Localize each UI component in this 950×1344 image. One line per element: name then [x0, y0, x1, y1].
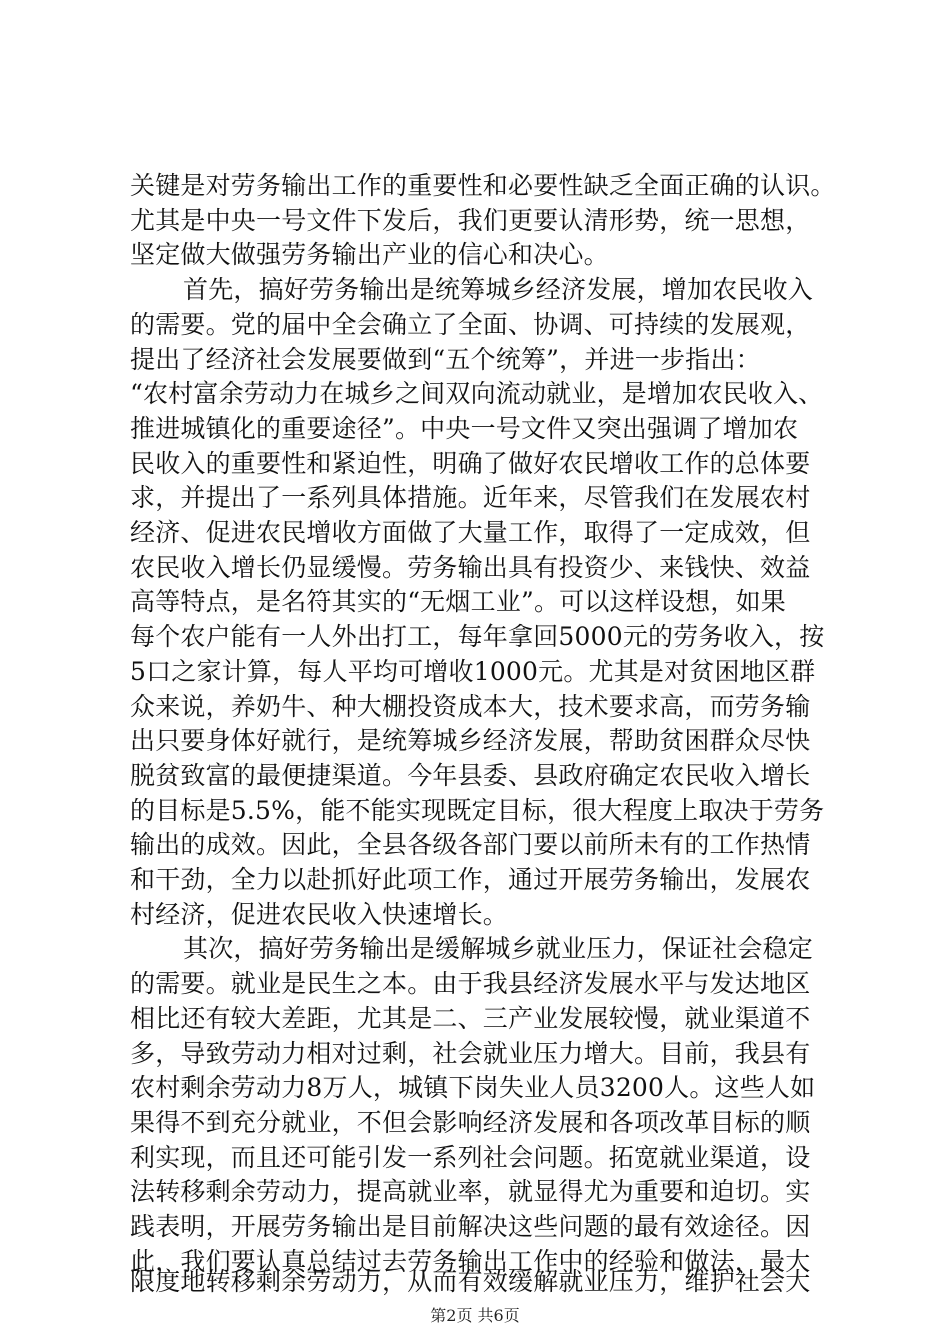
text-line: 此，我们要认真总结过去劳务输出工作中的经验和做法，最大 [130, 1246, 811, 1276]
text-line: 众来说，养奶牛、种大棚投资成本大，技术要求高，而劳务输 [130, 691, 811, 721]
text-line: 脱贫致富的最便捷渠道。今年县委、县政府确定农民收入增长 [130, 760, 811, 790]
text-line: “农村富余劳动力在城乡之间双向流动就业，是增加农民收入、 [130, 379, 824, 409]
text-line: 农民收入增长仍显缓慢。劳务输出具有投资少、来钱快、效益 [130, 552, 811, 582]
text-line: 多，导致劳动力相对过剩，社会就业压力增大。目前，我县有 [130, 1038, 811, 1068]
text-line: 高等特点，是名符其实的“无烟工业”。可以这样设想，如果 [130, 587, 786, 617]
text-line: 尤其是中央一号文件下发后，我们更要认清形势，统一思想， [130, 205, 811, 235]
text-line: 出只要身体好就行，是统筹城乡经济发展，帮助贫困群众尽快 [130, 726, 811, 756]
text-line: 相比还有较大差距，尤其是二、三产业发展较慢，就业渠道不 [130, 1003, 811, 1033]
text-line: 的目标是5.5%，能不能实现既定目标，很大程度上取决于劳务 [130, 795, 825, 825]
text-line: 村经济，促进农民收入快速增长。 [130, 899, 509, 929]
text-line: 果得不到充分就业，不但会影响经济发展和各项改革目标的顺 [130, 1107, 811, 1137]
text-line: 求，并提出了一系列具体措施。近年来，尽管我们在发展农村 [130, 483, 811, 513]
text-line: 限度地转移剩余劳动力，从而有效缓解就业压力，维护社会大 [130, 1267, 811, 1296]
text-line: 输出的成效。因此，全县各级各部门要以前所未有的工作热情 [130, 830, 811, 860]
text-line: 每个农户能有一人外出打工，每年拿回5000元的劳务收入，按 [130, 622, 825, 652]
text-line: 5口之家计算，每人平均可增收1000元。尤其是对贫困地区群 [130, 656, 816, 686]
text-line: 坚定做大做强劳务输出产业的信心和决心。 [130, 240, 609, 270]
text-line: 的需要。党的届中全会确立了全面、协调、可持续的发展观， [130, 309, 811, 339]
text-line: 和干劲，全力以赴抓好此项工作，通过开展劳务输出，发展农 [130, 865, 811, 894]
text-line: 民收入的重要性和紧迫性，明确了做好农民增收工作的总体要 [130, 448, 811, 478]
text-line: 践表明，开展劳务输出是目前解决这些问题的最有效途径。因 [130, 1212, 811, 1241]
text-line: 法转移剩余劳动力，提高就业率，就显得尤为重要和迫切。实 [130, 1177, 811, 1207]
text-line: 推进城镇化的重要途径”。中央一号文件又突出强调了增加农 [130, 413, 799, 443]
text-line: 经济、促进农民增收方面做了大量工作，取得了一定成效，但 [130, 518, 811, 547]
page-number-footer: 第2页 共6页 [430, 1306, 520, 1325]
text-line: 提出了经济社会发展要做到“五个统筹”，并进一步指出： [130, 344, 761, 374]
paragraph-first-line: 首先，搞好劳务输出是统筹城乡经济发展，增加农民收入 [183, 275, 814, 305]
text-line: 关键是对劳务输出工作的重要性和必要性缺乏全面正确的认识。 [130, 171, 836, 200]
text-line: 利实现，而且还可能引发一系列社会问题。拓宽就业渠道，设 [130, 1142, 811, 1172]
paragraph-first-line: 其次，搞好劳务输出是缓解城乡就业压力，保证社会稳定 [183, 934, 814, 964]
text-line: 的需要。就业是民生之本。由于我县经济发展水平与发达地区 [130, 969, 811, 999]
text-line: 农村剩余劳动力8万人，城镇下岗失业人员3200人。这些人如 [130, 1073, 816, 1103]
